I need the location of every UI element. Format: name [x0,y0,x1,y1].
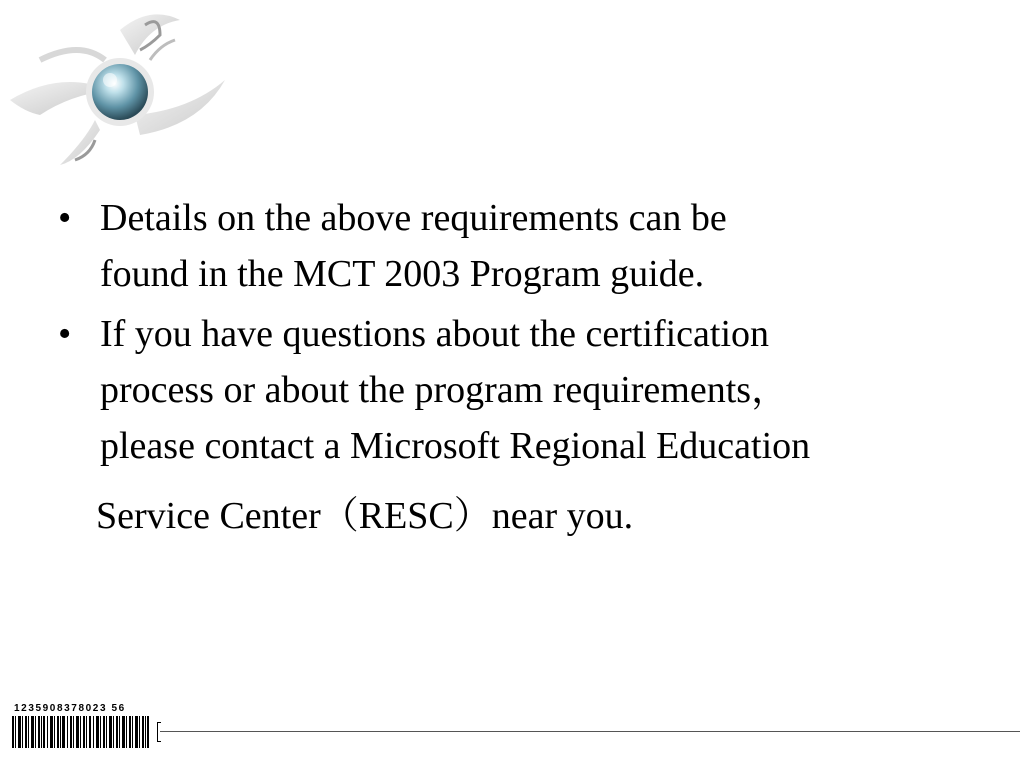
bullet-line: If you have questions about the certification [100,313,770,355]
slide-content [58,190,988,544]
bullet-marker: • [58,197,72,239]
barcode-number: 1235908378023 56 [14,703,126,714]
bullet-line: please contact a Microsoft Regional Education [100,425,811,467]
bullet-marker: • [58,313,72,355]
continuation-line: Service Center（RESC）near you. [96,495,634,537]
swirl-orb-logo [0,0,240,180]
bullet-item [58,306,988,474]
footer-divider [160,731,1020,732]
bullet-line: process or about the program requirements， [100,369,790,411]
bullet-line: Details on the above requirements can be [100,197,727,239]
barcode-icon [12,716,162,748]
bullet-line: found in the MCT 2003 Program guide. [100,253,705,295]
bullet-item [58,190,988,302]
